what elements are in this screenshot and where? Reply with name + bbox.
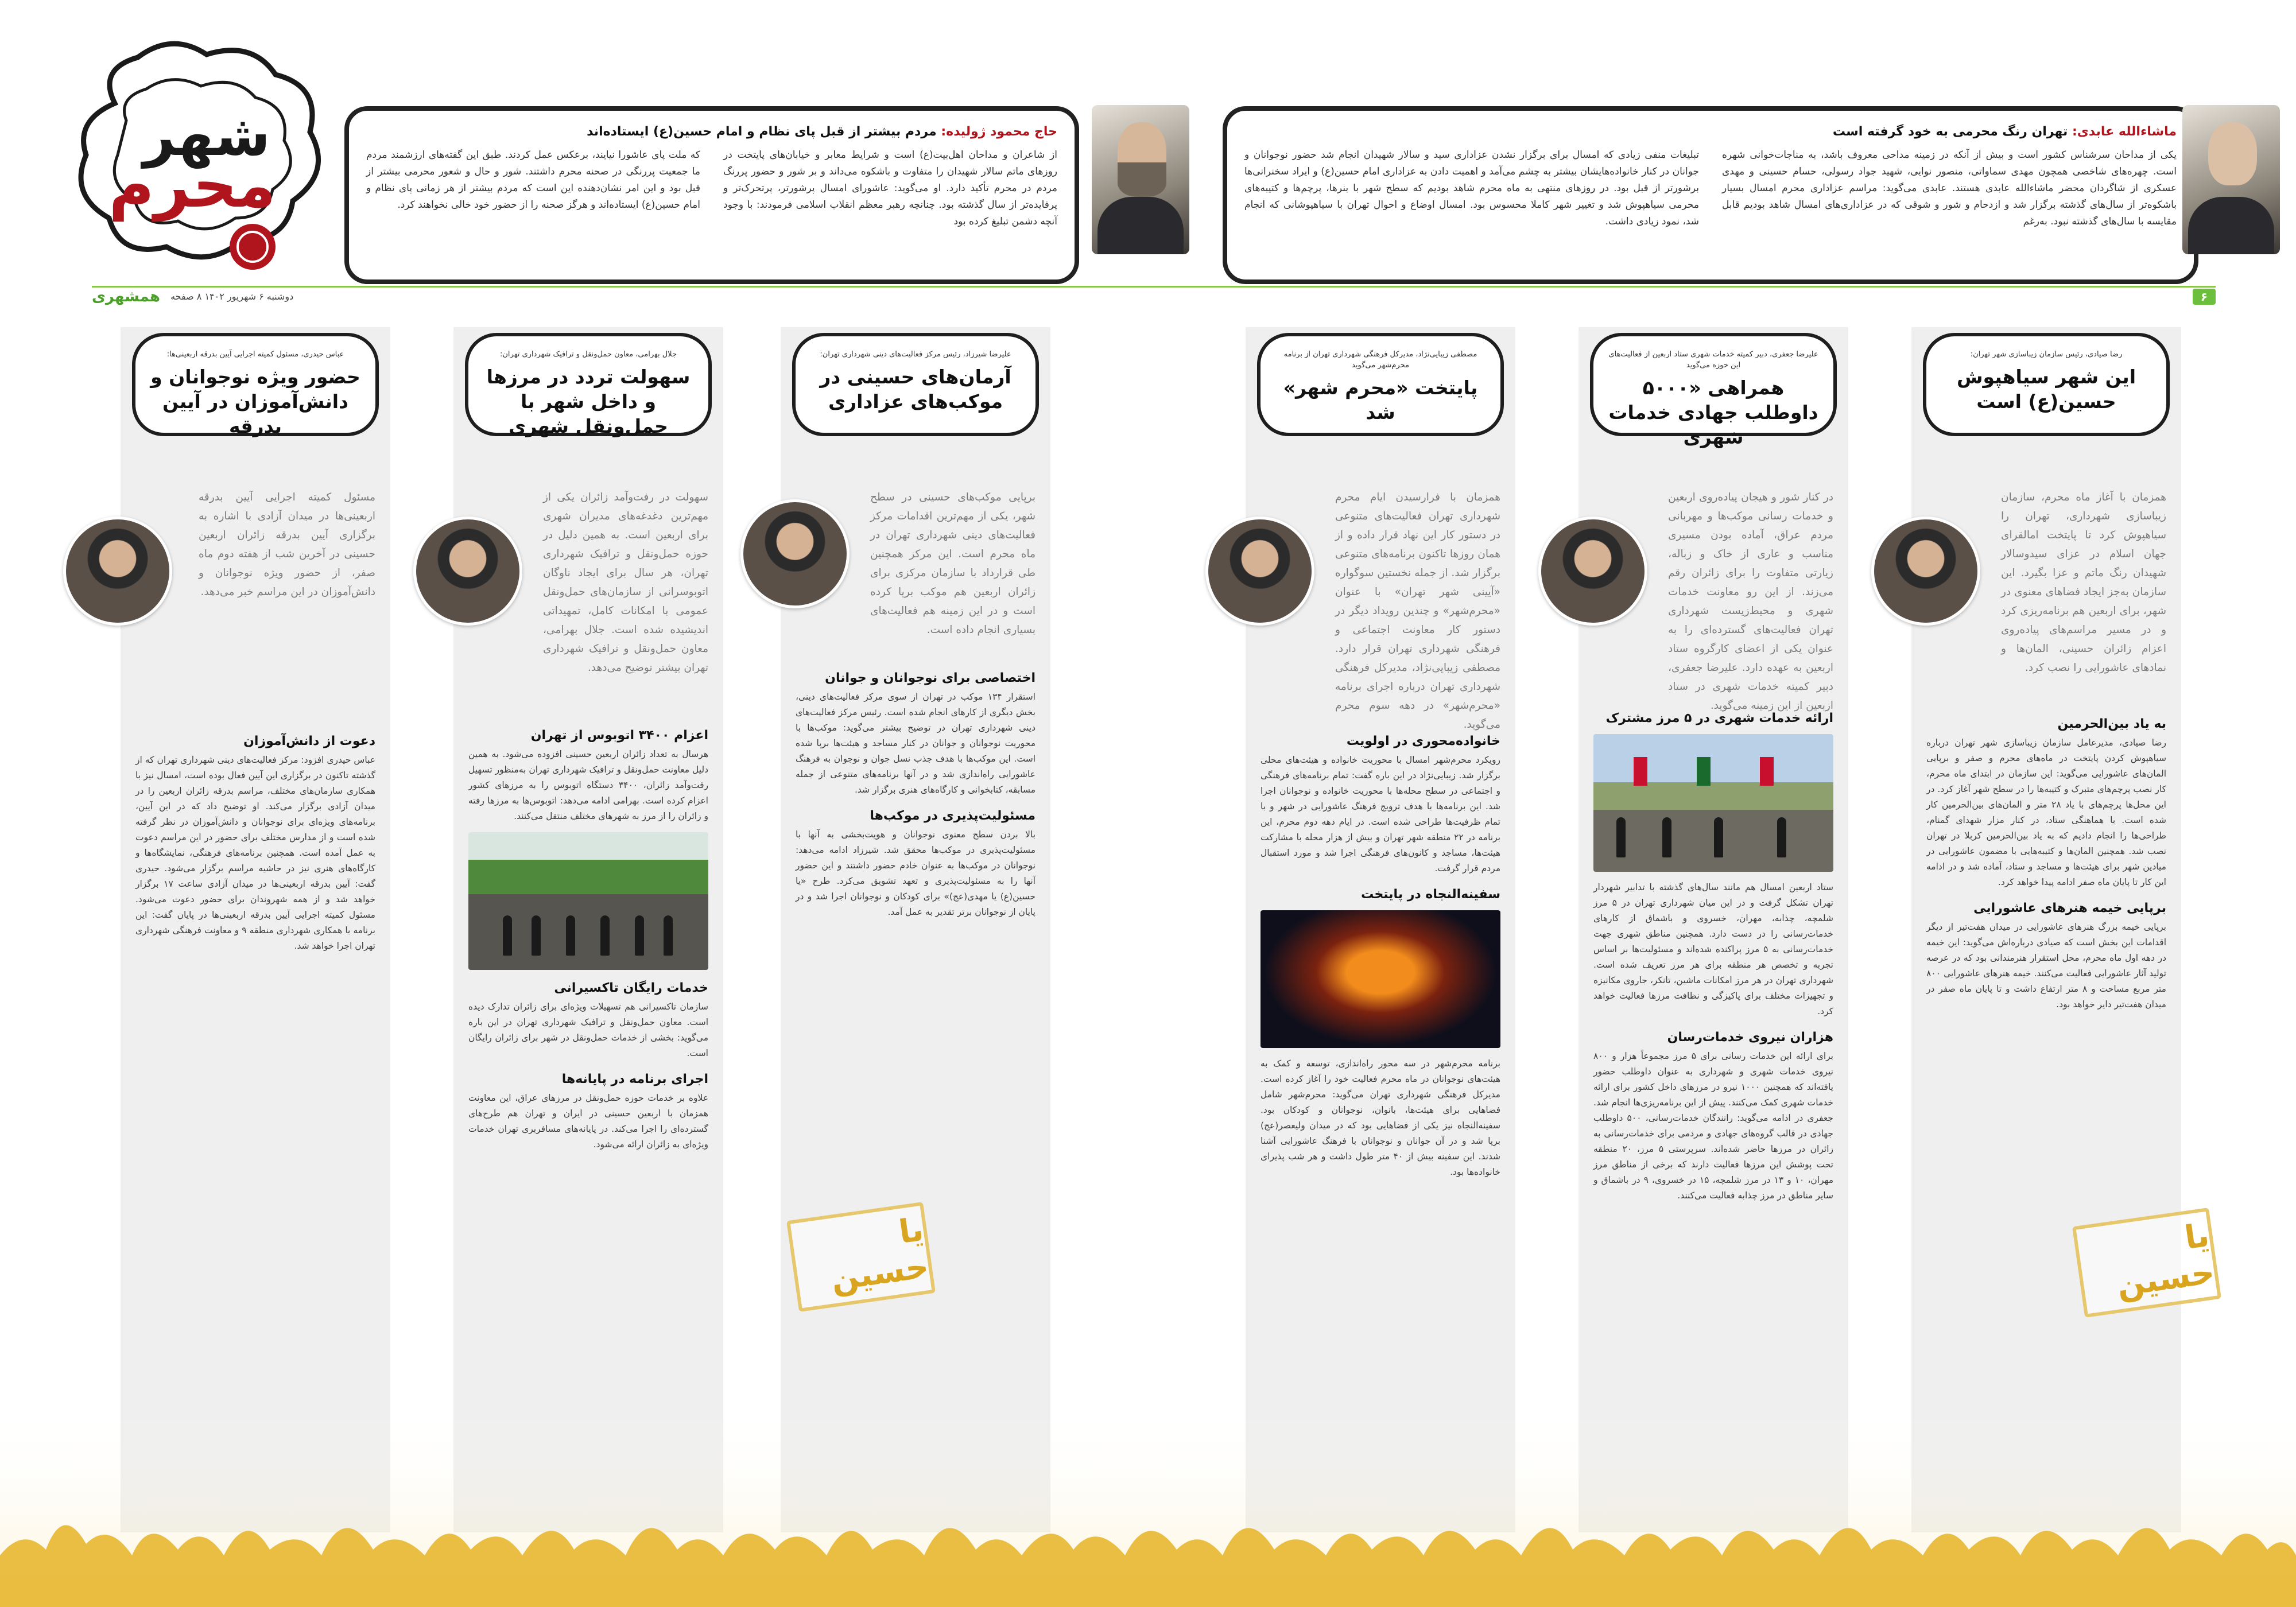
- quote-box-zhoulideh: [344, 106, 1079, 284]
- quote-text-col1: یکی از مداحان سرشناس کشور است و بیش از آنکه در زمینه مداحی معروف باشد، به مناجات‌خوانی شهره است. چهره‌های شاخصی همچون مهدی سماواتی، منصور نوایی، شهید جواد رسولی، حسام حسینی و مهدی عسکری از شاگردان محضر ماشاءالله عابدی هستند. عابدی می‌گوید: مراسم عزاداری محرم امسال بسیار باشکوه‌تر از سال‌های گذشته برگزار شد و ازدحام و شور و شوقی که در عزاداری‌های امسال شاهد بودیم قابل مقایسه با سال‌های گذشته نبود. به‌رغم: [1722, 149, 2177, 227]
- page-number: ۶: [2193, 289, 2216, 305]
- section-text: هرسال به تعداد زائران اربعین حسینی افزوده می‌شود. به همین دلیل معاونت حمل‌ونقل و ترافیک شهرداری تهران به‌منظور تسهیل رفت‌وآمد زائران، ۳۴۰۰ دستگاه اتوبوس را به مرزهای کشور اعزام کرده است. بهرامی ادامه می‌دهد: اتوبوس‌ها به مرزها رفته و زائران را از مرز به شهرهای مختلف منتقل می‌کنند.: [468, 749, 708, 821]
- article-header: [1923, 333, 2170, 436]
- logo-word-shahr: شهر: [142, 103, 271, 169]
- article-caption: عباس حیدری، مسئول کمیته اجرایی آیین بدرقه اربعینی‌ها:: [166, 350, 344, 359]
- border-crowd-photo: [1593, 734, 1833, 872]
- section-text: برپایی خیمه بزرگ هنرهای عاشورایی در میدان هفت‌تیر از دیگر اقدامات این بخش است که صیادی درباره‌اش می‌گوید: این خیمه در دهه اول ماه محرم، محل استقرار هنرمندانی بود که در عرصه تولید آثار عاشورایی فعالیت می‌کنند. خیمه هنرهای عاشورایی ۸۰۰ متر مربع مساحت و ۸ متر ارتفاع داشت و تا پایان ماه صفر در میدان هفت‌تیر دایر خواهد بود.: [1926, 922, 2166, 1010]
- article-title: حضور ویژه نوجوانان و دانش‌آموزان در آیین بدرقه: [150, 366, 360, 437]
- article-title: سهولت تردد در مرزها و داخل شهر با حمل‌ونقل شهری: [486, 366, 691, 437]
- article-header: [465, 333, 712, 436]
- article-body-cont: [135, 723, 375, 957]
- article-header: [792, 333, 1039, 436]
- article-body-cont: [468, 717, 708, 1156]
- section-heading: هزاران نیروی خدمات‌رسان: [1667, 1030, 1833, 1045]
- quote-text-col2: که ملت پای عاشورا نیایند، برعکس عمل کردند. طبق این گفته‌های ارزشمند مردم ما جمعیت پررنگی در صحنه محرم داشتند. شور و حال و شعور محرمی بیشتر از قبل بود و این امر نشان‌دهنده این است که مردم بیشتر از هر زمانی پای نظام و امام حسین(ع) ایستاده‌اند و هرگز صحنه را از حضور خود خالی نخواهند کرد.: [366, 149, 700, 211]
- section-heading: مسئولیت‌پذیری در موکب‌ها: [870, 809, 1035, 823]
- article-header: [132, 333, 379, 436]
- portrait-photo: [2182, 105, 2280, 254]
- quote-text-col1: از شاعران و مداحان اهل‌بیت(ع) است و شرایط معابر و خیابان‌های پایتخت در روزهای ماتم سالار شهیدان را متفاوت و باشکوه می‌داند و بر شور و حضور پررنگ مردم در محرم تأکید دارد. او می‌گوید: عاشورای امسال پرشورتر، پرتحرک‌تر و پرفایده‌تر از سال گذشته بود. چنانچه رهبر معظم انقلاب اسلامی فرمودند: با وجود آنچه دشمن تبلیغ کرده بود: [723, 149, 1057, 227]
- quote-headline: [1244, 125, 2177, 139]
- article-header: [1590, 333, 1837, 448]
- section-text: استقرار ۱۳۴ موکب در تهران از سوی مرکز فعالیت‌های دینی، بخش دیگری از کارهای انجام شده است. رئیس مرکز فعالیت‌های دینی شهرداری تهران در توضیح بیشتر می‌گوید: موکب‌ها با محوریت نوجوانان و جوانان در کنار مساجد و هیئت‌ها برپا شده است. این موکب‌ها با هدف جذب نسل جوان و نوجوان به فرهنگ عاشورایی راه‌اندازی شد و در آنها برنامه‌های متنوعی از جمله مسابقه، کتابخوانی و کارگاه‌های هنری برگزار شد.: [796, 692, 1035, 795]
- quote-speaker: حاج محمود ژولیده:: [941, 125, 1057, 139]
- article-body-cont: [1593, 700, 1833, 1207]
- article-column-zibayinejad: [1246, 327, 1515, 1532]
- ya-hussein-sign: یا حسین: [786, 1202, 936, 1312]
- section-text: علاوه بر خدمات حوزه حمل‌ونقل در مرزهای عراق، این معاونت همزمان با اربعین حسینی در ایران و تهران هم طرح‌های گسترده‌ای را اجرا می‌کند. در پایانه‌های مسافربری تهران خدمات ویژه‌ای به زائران ارائه می‌شود.: [468, 1093, 708, 1150]
- article-body: [1926, 488, 2166, 681]
- section-heading: اعزام ۳۴۰۰ اتوبوس از تهران: [530, 728, 708, 743]
- section-text: برنامه محرم‌شهر در سه محور راه‌اندازی، توسعه و کمک به هیئت‌های نوجوانان در ماه محرم فعالیت خود را آغاز کرده است. مدیرکل فرهنگی شهرداری تهران می‌گوید: محرم‌شهر شامل فضاهایی برای هیئت‌ها، بانوان، نوجوانان و کودکان بود. سفینه‌النجاه نیز یکی از فضاهایی بود که در میدان ولیعصر(عج) برپا شد و در آن جوانان و نوجوانان با فرهنگ عاشورایی آشنا شدند. این سفینه بیش از ۴۰ متر طول داشت و هر شب پذیرای خانواده‌ها بود.: [1261, 1058, 1501, 1177]
- pilgrims-walking-photo: [468, 832, 708, 970]
- quote-headline: [366, 125, 1057, 139]
- section-text: برای ارائه این خدمات رسانی برای ۵ مرز مجموعاً هزار و ۸۰۰ نیروی خدمات شهری و شهرداری به عنوان داوطلب حضور یافته‌اند که همچنین ۱۰۰۰ نیرو در مرزهای داخل کشور برای ارائه خدمات شهری کمک می‌کنند. پیش از این برنامه‌ریزی‌ها انجام شد. جعفری در ادامه می‌گوید: رانندگان خدمات‌رسانی، ۵۰۰ داوطلب جهادی در قالب گروه‌های جهادی و مردمی برای خدمات‌رسانی به زائران در مرزها حاضر شده‌اند. سرپرستی ۵ مرز، ۲۰ منطقه تحت پوشش این مرزها فعالیت دارند که برخی از مناطق مرز مهران، ۱۰ و ۱۳ در مرز شلمچه، ۱۵ در خسروی، ۹ در باشماق و سایر مناطق در مرز چذابه فعالیت می‌کنند.: [1593, 1051, 1834, 1201]
- section-heading: خانواده‌محوری در اولویت: [1346, 734, 1500, 748]
- section-text: عباس حیدری افزود: مرکز فعالیت‌های دینی شهرداری تهران که از گذشته تاکنون در برگزاری این آیین فعال بوده است، امسال نیز با همکاری سازمان‌های مختلف، مراسم بدرقه زائران اربعین را در میدان آزادی برگزار می‌کند. او توضیح داد که در این آیین، برنامه‌های ویژه‌ای برای نوجوانان و دانش‌آموزان در نظر گرفته شده است و از مدارس مختلف برای حضور در این مراسم دعوت به عمل آمده است. همچنین برنامه‌های فرهنگی، نمایشگاه‌ها و کارگاه‌های هنری نیز در حاشیه مراسم برگزار می‌شود. حیدری گفت: آیین بدرقه اربعینی‌ها در میدان آزادی ساعت ۱۷ برگزار خواهد شد و از همه شهروندان برای حضور دعوت می‌شود. مسئول کمیته اجرایی آیین بدرقه اربعینی‌ها در پایان گفت: این برنامه با همکاری شهرداری منطقه ۹ و معاونت فرهنگی شهرداری تهران اجرا خواهد شد.: [135, 755, 375, 951]
- section-heading: اختصاصی برای نوجوانان و جوانان: [825, 671, 1035, 685]
- article-column-heydari: [121, 327, 390, 1532]
- article-column-jafari: [1578, 327, 1848, 1532]
- article-caption: رضا صیادی، رئیس سازمان زیباسازی شهر تهران:: [1970, 350, 2123, 359]
- article-lead: برپایی موکب‌های حسینی در سطح شهر، یکی از مهم‌ترین اقدامات مرکز فعالیت‌های دینی شهرداری تهران در ماه محرم است. این مرکز همچنین طی قرارداد با سازمان مرکزی برای زائران اربعین هم موکب برپا کرده است و در این زمینه هم فعالیت‌های بسیاری انجام داده است.: [870, 491, 1035, 636]
- article-lead: مسئول کمیته اجرایی آیین بدرقه اربعینی‌ها در میدان آزادی با اشاره به برگزاری آیین بدرقه زائران اربعین حسینی در آخرین شب از هفته دوم ماه صفر، از حضور ویژه نوجوانان و دانش‌آموزان در این مراسم خبر می‌دهد.: [199, 491, 375, 598]
- article-caption: علیرضا جعفری، دبیر کمیته خدمات شهری ستاد اربعین از فعالیت‌های این حوزه می‌گوید: [1608, 350, 1818, 370]
- page-header-strip: [92, 286, 2216, 305]
- section-heading: دعوت از دانش‌آموزان: [243, 734, 375, 748]
- article-title: آرمان‌های حسینی در موکب‌های عزاداری: [820, 366, 1011, 413]
- article-lead: همزمان با آغاز ماه محرم، سازمان زیباسازی شهرداری، تهران را سیاهپوش کرد تا پایتخت امالقرای جهان اسلام در عزای سیدوسالار شهیدان رنگ ماتم و عزا بگیرد. این سازمان به‌جز ایجاد فضاهای معنوی در شهر، برای اربعین هم برنامه‌ریزی کرد و در مسیر مراسم‌های پیاده‌روی اعزام زائران حسینی، المان‌ها و نمادهای عاشورایی را نصب کرد.: [2001, 491, 2166, 674]
- logo-word-muharram: محرم: [108, 150, 276, 222]
- article-column-sayadi: [1911, 327, 2181, 1532]
- article-caption: جلال بهرامی، معاون حمل‌ونقل و ترافیک شهرداری تهران:: [500, 350, 677, 359]
- article-column-shirzad: [781, 327, 1050, 1532]
- quote-box-abedi: [1223, 106, 2198, 284]
- section-heading: ارائه خدمات شهری در ۵ مرز مشترک: [1605, 711, 1833, 725]
- article-title: این شهر سیاهپوش حسین(ع) است: [1956, 366, 2136, 413]
- article-body: [796, 488, 1035, 643]
- ya-hussein-sign: یا حسین: [2072, 1208, 2221, 1318]
- article-title: پایتخت «محرم شهر» شد: [1283, 376, 1478, 424]
- section-heading: اجرای برنامه در پایانه‌ها: [561, 1072, 708, 1086]
- section-text: ستاد اربعین امسال هم مانند سال‌های گذشته با تدابیر شهردار تهران تشکل گرفت و در این میان شهرداری تهران در ۵ مرز شلمچه، چذابه، مهران، خسروی و باشماق از کارهای خدمات‌رسانی را در دست دارد. همچنین مناطق شهری جهت خدمات‌رسانی به ۵ مرز پراکنده شده‌اند و مسئولیت‌ها بر اساس تجربه و تخصص هر منطقه برای هر مرز تعریف شده است. شهرداری تهران در هر مرز امکانات ماشین، تانکر، جاروی مکانیزه و تجهیزات مختلف برای پاکیزگی و نظافت مرزها فعالیت خواهد کرد.: [1593, 882, 1833, 1016]
- article-body-cont: [1261, 723, 1500, 1183]
- article-body-cont: [1926, 706, 2166, 1016]
- quote-title: مردم بیشتر از قبل پای نظام و امام حسین(ع) ایستاده‌اند: [587, 125, 937, 139]
- section-text: رضا صیادی، مدیرعامل سازمان زیباسازی شهر تهران درباره سیاهپوش کردن پایتخت در ماه‌های محرم و صفر و برپایی المان‌های عاشورایی می‌گوید: این سازمان در ابتدای ماه محرم، کار نصب پرچم‌های متبرک و کتیبه‌ها را در سطح شهر آغاز کرد. در این محل‌ها پرچم‌های با یاد ۲۸ متر و المان‌های بین‌الحرمین کار شده است. با هماهنگی ستاد، در کنار مزار شهدای گمنام، طراحی‌ها را انجام دادیم که به یاد بین‌الحرمین کربلا در تهران نصب شد. همچنین المان‌ها و کتیبه‌هایی با مضمون عاشورایی در میادین شهر برای هیئت‌ها و مساجد و ستاد، آماده شد و در ادامه این کار تا پایان ماه صفر ادامه پیدا خواهد کرد.: [1926, 737, 2166, 887]
- article-body: [135, 488, 375, 605]
- illuminated-ship-photo: [1261, 910, 1500, 1048]
- article-body: [468, 488, 708, 681]
- issue-date: دوشنبه ۶ شهریور ۱۴۰۲ ۸ صفحه: [170, 291, 294, 302]
- article-caption: مصطفی زیبایی‌نژاد، مدیرکل فرهنگی شهرداری تهران از برنامه محرم‌شهر می‌گوید: [1283, 350, 1477, 370]
- article-lead: سهولت در رفت‌وآمد زائران یکی از مهم‌ترین دغدغه‌های مدیران شهری برای اربعین است. به همین دلیل در حوزه حمل‌ونقل و ترافیک شهرداری تهران، هر سال برای ایجاد ناوگان اتوبوسرانی از سازمان‌های حمل‌ونقل عمومی با امکانات کامل، تمهیداتی اندیشیده شده است. جلال بهرامی، معاون حمل‌ونقل و ترافیک شهرداری تهران بیشتر توضیح می‌دهد.: [543, 491, 708, 674]
- quote-text-col2: تبلیغات منفی زیادی که امسال برای برگزار نشدن عزاداری سید و سالار شهیدان انجام شد حضور نوجوانان و جوانان در کنار خانواده‌هایشان بیشتر به چشم می‌آمد و اهمیت دادن به عزاداری امام حسین(ع) و ایراد سخنرانی‌ها برشورتر از قبل بود. در روزهای منتهی به ماه محرم شاهد بودیم که سطح شهر با بنرها، پرچم‌ها و کتیبه‌های محرمی سیاهپوش شد و تغییر شهر کاملا محسوس بود. امسال اوضاع و احوال تهران با سیاهپوشانی که انجام شد، نمود زیادی داشت.: [1244, 149, 1699, 227]
- quote-title: تهران رنگ محرمی به خود گرفته است: [1832, 125, 2068, 139]
- section-text: بالا بردن سطح معنوی نوجوانان و هویت‌بخشی به آنها با مسئولیت‌پذیری در موکب‌ها محقق شد. شیرزاد ادامه می‌دهد: نوجوانان در موکب‌ها به عنوان خادم حضور داشتند و این حضور آنها را به مسئولیت‌پذیری و تعهد تشویق می‌کرد. طرح «یا حسین(ع) یا مهدی(عج)» برای کودکان و نوجوانان اجرا شد و در پایان از نوجوانان برتر تقدیر به عمل آمد.: [796, 829, 1035, 917]
- logo-graphic: [63, 34, 333, 275]
- section-heading: خدمات رایگان تاکسیرانی: [554, 981, 708, 995]
- article-lead: در کنار شور و هیجان پیاده‌روی اربعین و خدمات رسانی موکب‌ها و مهربانی مردم عراق، آماده بودن مسیری مناسب و عاری از خاک و زباله، زیارتی متفاوت را برای زائران رقم می‌زند. از این رو معاونت خدمات شهری و محیط‌زیست شهرداری تهران فعالیت‌های گسترده‌ای را به عنوان یکی از اعضای کارگروه ستاد اربعین به عهده دارد. علیرضا جعفری، دبیر کمیته خدمات شهری در ستاد اربعین از این زمینه می‌گوید.: [1668, 491, 1833, 712]
- article-title: همراهی «۵۰۰۰ داوطلب جهادی خدمات شهری: [1608, 376, 1818, 448]
- article-caption: علیرضا شیرزاد، رئیس مرکز فعالیت‌های دینی شهرداری تهران:: [820, 350, 1011, 359]
- article-body: [1261, 488, 1500, 737]
- section-text: رویکرد محرم‌شهر امسال با محوریت خانواده و هیئت‌های محلی برگزار شد. زیبایی‌نژاد در این باره گفت: تمام برنامه‌های فرهنگی و اجتماعی در سطح محله‌ها با محوریت خانواده و نوجوانان اجرا شد. این برنامه‌ها با هدف ترویج فرهنگ عاشورایی در شهر و با تمام ظرفیت‌ها طراحی شده است. در ایام دهه دوم محرم، این برنامه در ۲۲ منطقه شهر تهران و بیش از هزار محله با مشارکت هیئت‌ها، مساجد و کانون‌های فرهنگی اجرا شد و مورد استقبال مردم قرار گرفت.: [1261, 755, 1500, 874]
- section-heading: برپایی خیمه هنرهای عاشورایی: [1973, 901, 2166, 915]
- article-body-cont: [796, 660, 1035, 923]
- section-text: سازمان تاکسیرانی هم تسهیلات ویژه‌ای برای زائران تدارک دیده است. معاون حمل‌ونقل و ترافیک شهرداری تهران در این باره می‌گوید: بخشی از خدمات حمل‌ونقل در شهر برای زائران رایگان است.: [468, 1002, 708, 1058]
- article-body: [1593, 488, 1833, 719]
- portrait-photo: [1092, 105, 1189, 254]
- article-header: [1257, 333, 1504, 436]
- masthead: همشهری: [92, 288, 161, 305]
- article-lead: همزمان با فرارسیدن ایام محرم شهرداری تهران فعالیت‌های متنوعی در دستور کار این نهاد قرار داده و از همان روزها تاکنون برنامه‌های متنوعی برگزار شد. از جمله نخستین سوگواره «آیینی شهر تهران» با عنوان «محرم‌شهر» و چندین رویداد دیگر در دستور کار معاونت اجتماعی و فرهنگی شهرداری تهران قرار دارد. مصطفی زیبایی‌نژاد، مدیرکل فرهنگی شهرداری تهران درباره اجرای برنامه «محرم‌شهر» در دهه سوم محرم می‌گوید.: [1335, 491, 1500, 731]
- section-heading: به یاد بین‌الحرمین: [2057, 717, 2166, 731]
- muharram-shahr-logo: [63, 34, 333, 275]
- quote-speaker: ماشاءالله عابدی:: [2072, 125, 2177, 139]
- article-column-bahrami: [453, 327, 723, 1532]
- section-heading: سفینه‌النجاه در پایتخت: [1361, 887, 1500, 902]
